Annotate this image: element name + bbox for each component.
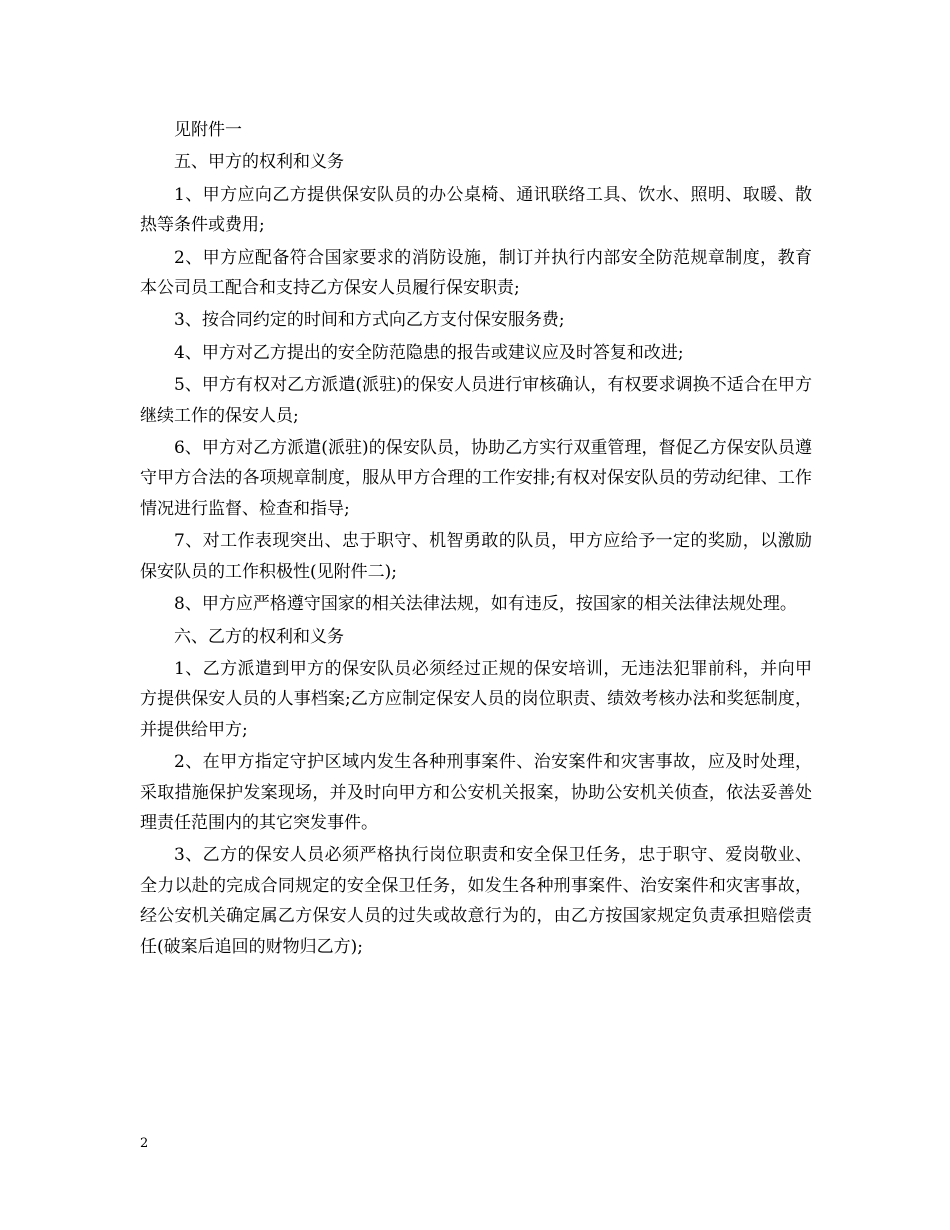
party-a-clause-7: 7、对工作表现突出、忠于职守、机智勇敢的队员，甲方应给予一定的奖励，以激励保安队员的工作积极性(见附件二); bbox=[140, 531, 812, 582]
party-a-clause-8: 8、甲方应严格遵守国家的相关法律法规，如有违反，按国家的相关法律法规处理。 bbox=[174, 594, 797, 615]
party-a-clause-6: 6、甲方对乙方派遣(派驻)的保安队员，协助乙方实行双重管理，督促乙方保安队员遵守甲方合法的各项规章制度，服从甲方合理的工作安排;有权对保安队员的劳动纪律、工作情况进行监督、检查和指导; bbox=[140, 438, 812, 519]
party-a-clause-2: 2、甲方应配备符合国家要求的消防设施，制订并执行内部安全防范规章制度，教育本公司员工配合和支持乙方保安人员履行保安职责; bbox=[140, 247, 812, 299]
party-a-clause-1: 1、甲方应向乙方提供保安队员的办公桌椅、通讯联络工具、饮水、照明、取暖、散热等条件或费用; bbox=[140, 184, 812, 236]
party-b-clause-3: 3、乙方的保安人员必须严格执行岗位职责和安全保卫任务，忠于职守、爱岗敬业、全力以赴的完成合同规定的安全保卫任务，如发生各种刑事案件、治安案件和灾害事故，经公安机关确定属乙方保安人员的过失或故意行为的，由乙方按国家规定负责承担赔偿责任(破案后追回的财物归乙方); bbox=[140, 845, 812, 957]
party-b-clause-1: 1、乙方派遣到甲方的保安队员必须经过正规的保安培训，无违法犯罪前科，并向甲方提供保安人员的人事档案;乙方应制定保安人员的岗位职责、绩效考核办法和奖惩制度，并提供给甲方; bbox=[140, 658, 812, 740]
section-heading-party-b: 六、乙方的权利和义务 bbox=[174, 626, 344, 647]
party-a-clause-3: 3、按合同约定的时间和方式向乙方支付保安服务费; bbox=[174, 310, 565, 331]
document-body bbox=[140, 115, 812, 964]
page-number: 2 bbox=[140, 1136, 149, 1151]
party-a-clause-4: 4、甲方对乙方提出的安全防范隐患的报告或建议应及时答复和改进; bbox=[174, 342, 684, 363]
section-heading-party-a: 五、甲方的权利和义务 bbox=[174, 152, 344, 173]
party-b-clause-2: 2、在甲方指定守护区域内发生各种刑事案件、治安案件和灾害事故，应及时处理，采取措施保护发案现场，并及时向甲方和公安机关报案，协助公安机关侦查，依法妥善处理责任范围内的其它突发事件。 bbox=[140, 752, 812, 833]
attachment-reference: 见附件一 bbox=[174, 120, 242, 140]
party-a-clause-5: 5、甲方有权对乙方派遣(派驻)的保安人员进行审核确认，有权要求调换不适合在甲方继续工作的保安人员; bbox=[140, 375, 812, 426]
